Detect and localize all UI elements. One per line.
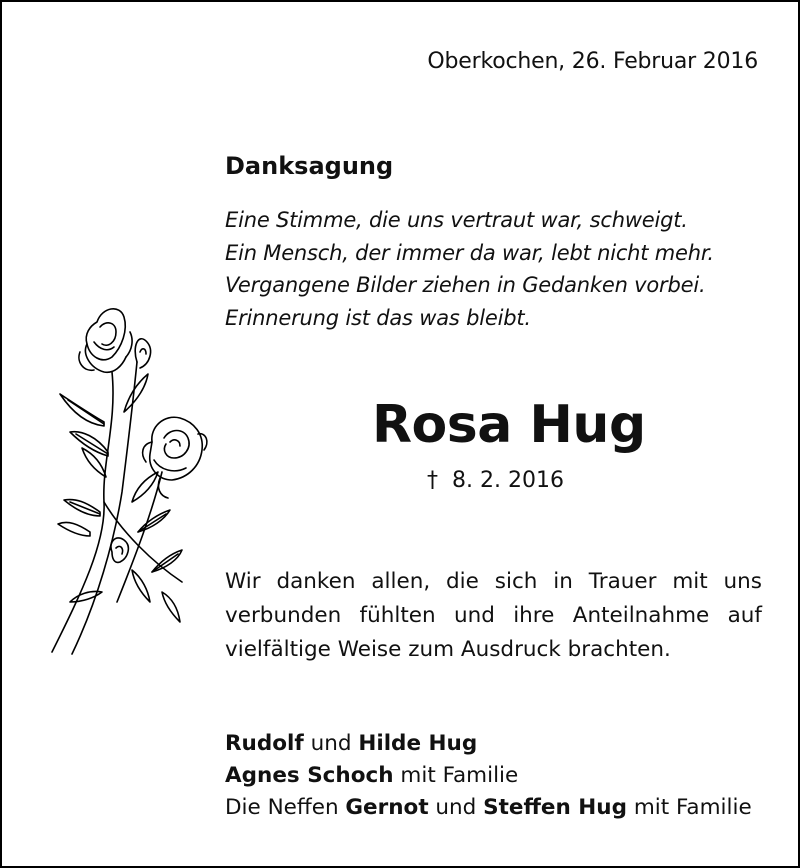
- signer-line: Rudolf und Hilde Hug: [225, 731, 478, 756]
- signer-name: Rudolf: [225, 731, 304, 756]
- signers-list: [225, 728, 752, 824]
- cross-icon: †: [427, 468, 438, 493]
- signer-name: Hilde Hug: [358, 731, 478, 756]
- signer-line: Die Neffen Gernot und Steffen Hug mit Familie: [225, 795, 752, 820]
- poem: [225, 204, 714, 334]
- poem-line: Vergangene Bilder ziehen in Gedanken vorbei.: [225, 273, 706, 297]
- signer-line: Agnes Schoch mit Familie: [225, 763, 519, 788]
- death-date-line: [427, 468, 564, 493]
- heading: Danksagung: [225, 152, 394, 180]
- signer-name: Agnes Schoch: [225, 763, 394, 788]
- rose-drawing-icon: [42, 302, 222, 662]
- signer-name: Gernot: [345, 795, 429, 820]
- signer-name: Steffen Hug: [483, 795, 627, 820]
- thanks-text: Wir danken allen, die sich in Trauer mit uns verbunden fühlten und ihre Anteilnahme auf vielfältige Weise zum Ausdruck brachten.: [225, 569, 762, 662]
- poem-line: Eine Stimme, die uns vertraut war, schweigt.: [225, 208, 688, 232]
- death-date: 8. 2. 2016: [452, 468, 564, 493]
- poem-line: Ein Mensch, der immer da war, lebt nicht mehr.: [225, 240, 714, 265]
- place-and-date: Oberkochen, 26. Februar 2016: [427, 49, 758, 74]
- deceased-name: Rosa Hug: [372, 395, 646, 455]
- poem-line: Erinnerung ist das was bleibt.: [225, 305, 531, 330]
